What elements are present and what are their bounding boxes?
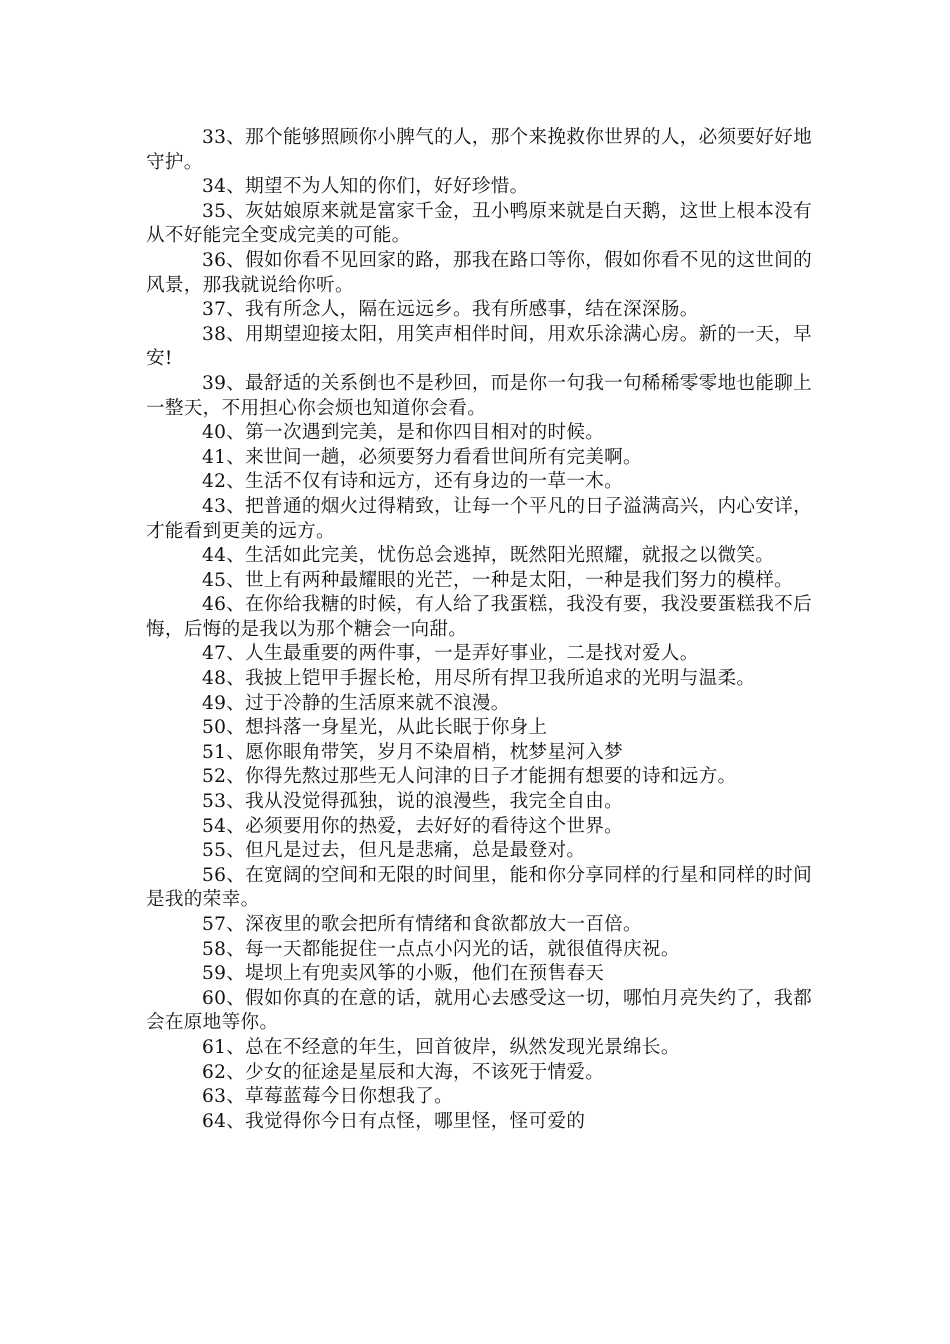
list-item: 48、我披上铠甲手握长枪，用尽所有捍卫我所追求的光明与温柔。 xyxy=(202,668,756,690)
list-item: 43、把普通的烟火过得精致，让每一个平凡的日子溢满高兴，内心安详，才能看到更美的远方。 xyxy=(146,495,812,542)
list-item: 54、必须要用你的热爱，去好好的看待这个世界。 xyxy=(202,815,624,837)
list-item: 62、少女的征途是星辰和大海，不该死于情爱。 xyxy=(202,1061,605,1083)
list-item: 60、假如你真的在意的话，就用心去感受这一切，哪怕月亮失约了，我都会在原地等你。 xyxy=(146,987,812,1034)
list-item: 36、假如你看不见回家的路，那我在路口等你，假如你看不见的这世间的风景，那我就说给你听。 xyxy=(146,249,812,296)
document-body xyxy=(146,126,818,1134)
list-item: 37、我有所念人，隔在远远乡。我有所感事，结在深深肠。 xyxy=(202,299,699,321)
list-item: 55、但凡是过去，但凡是悲痛，总是最登对。 xyxy=(202,840,586,862)
list-item: 42、生活不仅有诗和远方，还有身边的一草一木。 xyxy=(202,471,624,493)
list-item: 57、深夜里的歌会把所有情绪和食欲都放大一百倍。 xyxy=(202,914,642,935)
list-item: 51、愿你眼角带笑，岁月不染眉梢，枕梦星河入梦 xyxy=(202,741,624,763)
list-item: 53、我从没觉得孤独，说的浪漫些，我完全自由。 xyxy=(202,791,624,813)
list-item: 41、来世间一趟，必须要努力看看世间所有完美啊。 xyxy=(202,446,642,468)
list-item: 61、总在不经意的年生，回首彼岸，纵然发现光景绵长。 xyxy=(202,1036,680,1058)
list-item: 59、堤坝上有兜卖风筝的小贩，他们在预售春天 xyxy=(202,963,605,985)
list-item: 52、你得先熬过那些无人问津的日子才能拥有想要的诗和远方。 xyxy=(202,766,737,788)
list-item: 35、灰姑娘原来就是富家千金，丑小鸭原来就是白天鹅，这世上根本没有从不好能完全变成完美的可能。 xyxy=(146,200,812,247)
list-item: 63、草莓蓝莓今日你想我了。 xyxy=(202,1086,453,1108)
list-item: 39、最舒适的关系倒也不是秒回，而是你一句我一句稀稀零零地也能聊上一整天，不用担心你会烦也知道你会看。 xyxy=(146,372,812,419)
list-item: 44、生活如此完美，忧伤总会逃掉，既然阳光照耀，就报之以微笑。 xyxy=(202,545,775,567)
list-item: 49、过于冷静的生活原来就不浪漫。 xyxy=(202,692,510,714)
list-item: 45、世上有两种最耀眼的光芒，一种是太阳，一种是我们努力的模样。 xyxy=(202,569,794,591)
list-item: 50、想抖落一身星光，从此长眠于你身上 xyxy=(202,717,548,739)
list-item: 47、人生最重要的两件事，一是弄好事业，二是找对爱人。 xyxy=(202,643,699,665)
list-item: 64、我觉得你今日有点怪，哪里怪，怪可爱的 xyxy=(202,1110,586,1132)
list-item: 38、用期望迎接太阳，用笑声相伴时间，用欢乐涂满心房。新的一天，早安! xyxy=(146,323,812,370)
list-item: 33、那个能够照顾你小脾气的人，那个来挽救你世界的人，必须要好好地守护。 xyxy=(146,127,812,173)
list-item: 56、在宽阔的空间和无限的时间里，能和你分享同样的行星和同样的时间是我的荣幸。 xyxy=(146,864,812,911)
list-item: 34、期望不为人知的你们，好好珍惜。 xyxy=(202,176,529,198)
list-item: 40、第一次遇到完美，是和你四目相对的时候。 xyxy=(202,422,605,444)
list-item: 46、在你给我糖的时候，有人给了我蛋糕，我没有要，我没要蛋糕我不后悔，后悔的是我以为那个糖会一向甜。 xyxy=(146,594,812,640)
list-item: 58、每一天都能捉住一点点小闪光的话，就很值得庆祝。 xyxy=(202,938,680,960)
